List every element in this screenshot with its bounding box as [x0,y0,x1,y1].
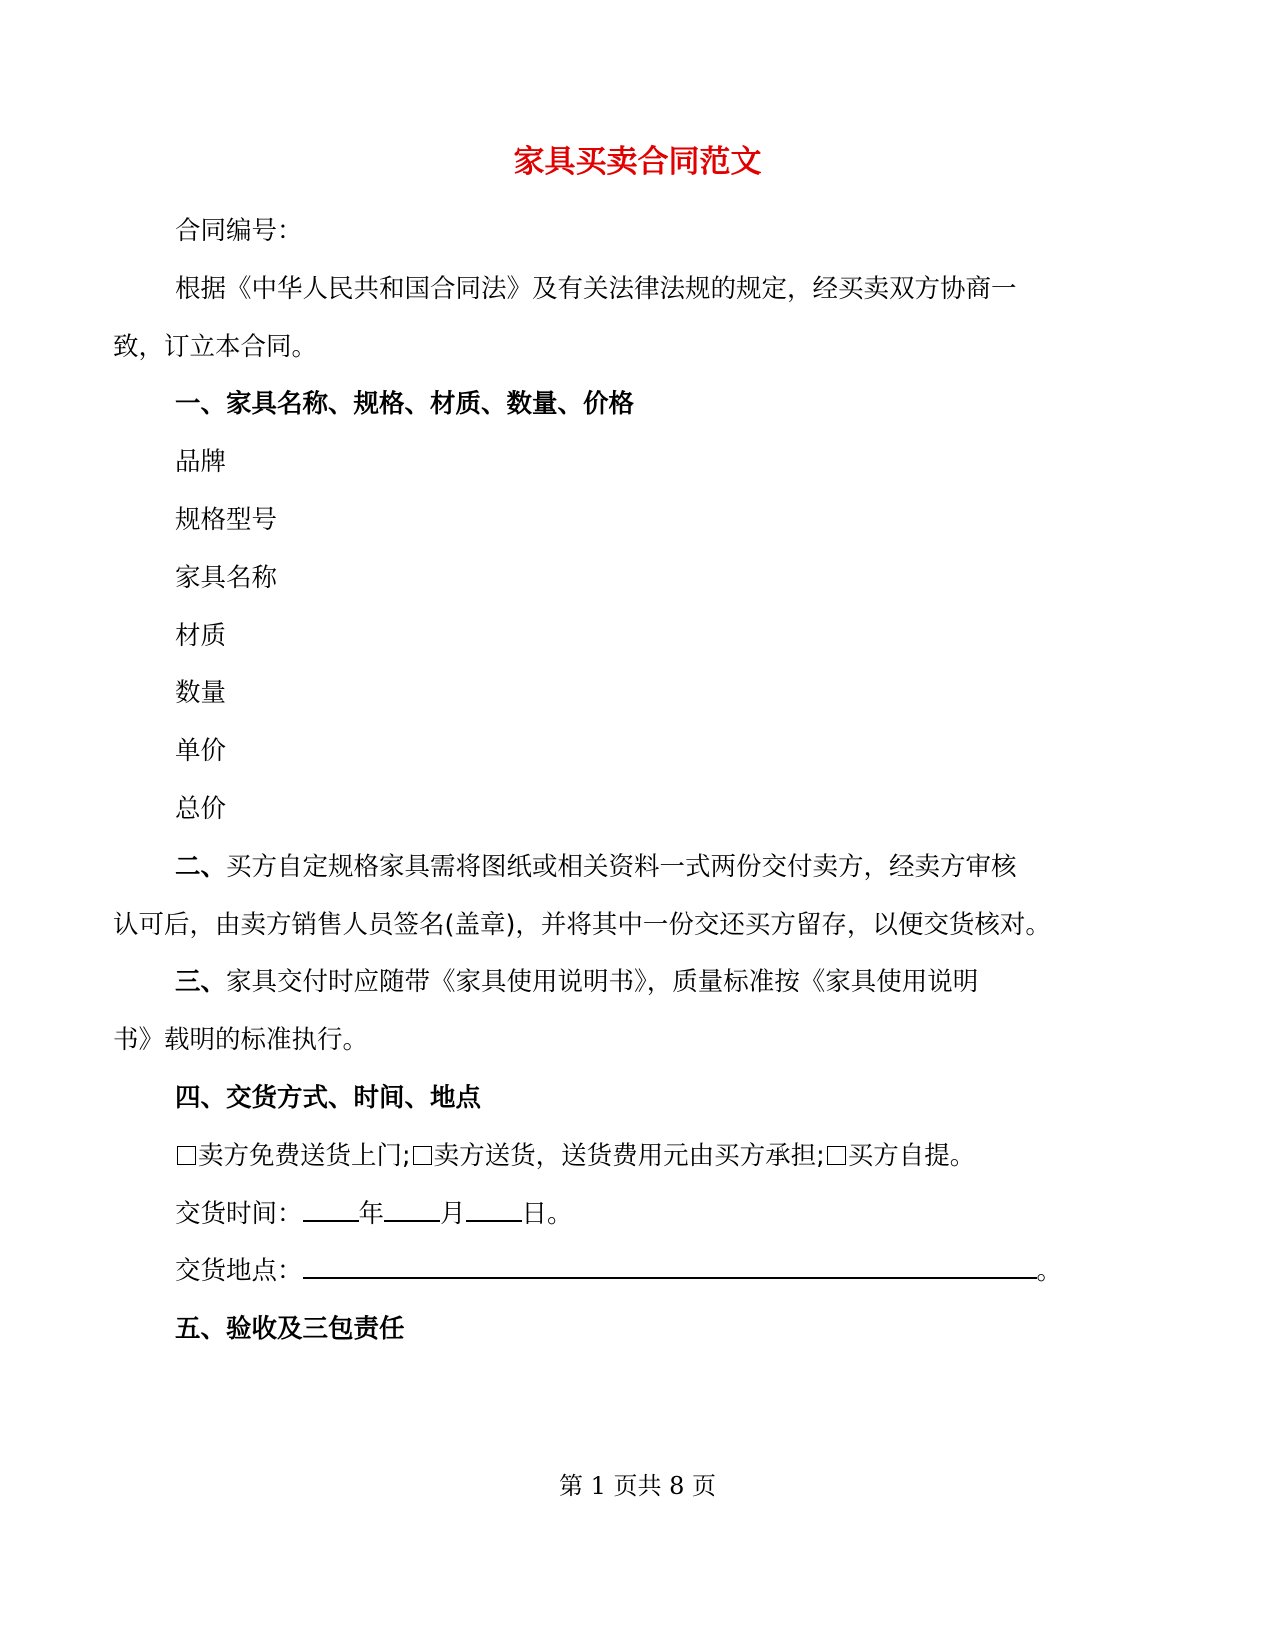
option-self-pickup: 买方自提。 [847,1140,976,1171]
checkbox-self-pickup[interactable] [827,1146,846,1165]
section-3-text-1: 家具交付时应随带《家具使用说明书》，质量标准按《家具使用说明 [226,967,979,998]
delivery-place-line [113,1243,1173,1301]
option-free-delivery: 卖方免费送货上门; [198,1140,411,1171]
year-label: 年 [358,1198,385,1229]
section-2-line-2: 认可后，由卖方销售人员签名(盖章)，并将其中一份交还买方留存，以便交货核对。 [113,909,1051,940]
item-brand: 品牌 [175,447,227,478]
section-2-number: 二、 [175,851,227,882]
section-2-line-1 [113,839,1173,897]
place-blank[interactable] [303,1255,1037,1279]
checkbox-free-delivery[interactable] [177,1146,196,1165]
page-footer: 第 1 页共 8 页 [558,1472,717,1500]
section-3-line-2: 书》载明的标准执行。 [113,1025,369,1056]
year-blank[interactable] [303,1198,359,1222]
section-3-line-1 [113,954,1173,1012]
month-blank[interactable] [384,1198,440,1222]
section-3-number: 三、 [175,967,227,998]
day-label: 日。 [521,1198,573,1229]
contract-number-label: 合同编号： [175,216,303,246]
section-4-heading: 四、交货方式、时间、地点 [175,1082,482,1113]
option-paid-delivery: 卖方送货，送货费用元由买方承担; [433,1140,825,1171]
section-2-text-1: 买方自定规格家具需将图纸或相关资料一式两份交付卖方，经卖方审核 [226,851,1017,882]
delivery-time-line [113,1186,1173,1244]
section-1-heading: 一、家具名称、规格、材质、数量、价格 [175,389,635,420]
delivery-place-label: 交货地点： [175,1256,303,1287]
item-model: 规格型号 [175,504,278,535]
document-body [113,203,1173,1359]
preamble-line-1: 根据《中华人民共和国合同法》及有关法律法规的规定，经买卖双方协商一 [175,273,1017,304]
section-5-heading: 五、验收及三包责任 [175,1314,405,1345]
checkbox-paid-delivery[interactable] [413,1146,432,1165]
item-unit-price: 单价 [175,736,227,767]
place-end: 。 [1036,1256,1063,1287]
item-furniture-name: 家具名称 [175,562,278,593]
delivery-options [113,1128,1173,1186]
day-blank[interactable] [466,1198,522,1222]
item-total-price: 总价 [175,793,227,824]
item-material: 材质 [175,620,227,651]
document-title: 家具买卖合同范文 [513,144,762,180]
month-label: 月 [440,1198,466,1229]
preamble-line-2: 致，订立本合同。 [113,331,318,362]
item-quantity: 数量 [175,678,227,709]
delivery-time-label: 交货时间： [175,1198,303,1229]
